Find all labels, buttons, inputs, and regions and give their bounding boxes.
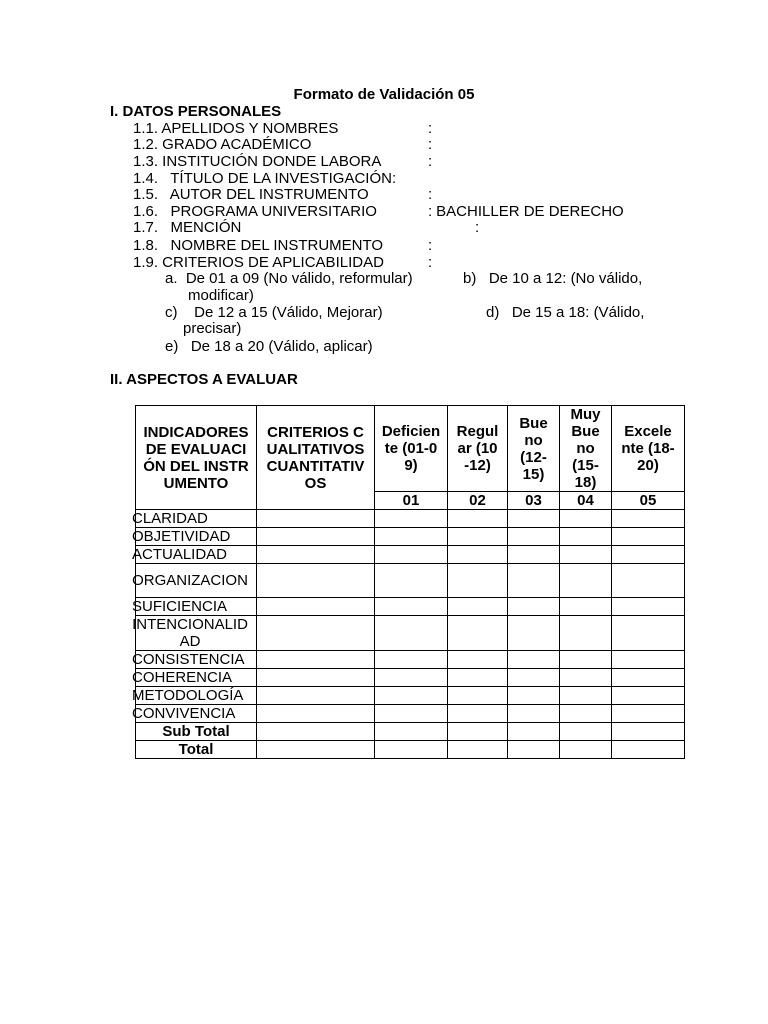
criteria-cell[interactable] [257,528,375,546]
row-label: CLARIDAD [132,510,208,527]
score-cell[interactable] [612,669,685,687]
score-cell[interactable] [508,546,560,564]
score-cell[interactable] [375,651,448,669]
criteria-cell[interactable] [257,669,375,687]
score-cell[interactable] [375,687,448,705]
score-cell[interactable] [612,705,685,723]
table-row [136,528,685,546]
header-num: 03 [508,492,560,510]
score-cell[interactable] [375,616,448,651]
score-cell[interactable] [448,669,508,687]
score-cell[interactable] [508,528,560,546]
row-label-cell [132,651,257,669]
score-cell[interactable] [612,598,685,616]
row-label: CONVIVENCIA [132,705,236,722]
score-cell[interactable] [560,564,612,598]
criteria-e: e) De 18 a 20 (Válido, aplicar) [165,338,373,355]
item-label: 1.2. GRADO ACADÉMICO [133,136,312,153]
total-label: Total [136,741,257,759]
header-num: 04 [560,492,612,510]
table-row [136,705,685,723]
item-separator: : [428,120,433,137]
criteria-b-continued: modificar) [188,287,254,304]
score-cell[interactable] [375,723,448,741]
criteria-b: b) De 10 a 12: (No válido, [463,270,643,287]
score-cell[interactable] [375,669,448,687]
score-cell[interactable] [375,741,448,759]
row-label-cell [132,598,257,616]
header-col-excelente: Excelente (18-20) [612,406,685,492]
item-label: 1.5. AUTOR DEL INSTRUMENTO [133,186,369,203]
header-indicators: INDICADORES DE EVALUACIÓN DEL INSTRUMENTO [136,406,257,510]
score-cell[interactable] [508,598,560,616]
row-label-cell [132,510,257,528]
criteria-cell[interactable] [257,723,375,741]
score-cell[interactable] [612,687,685,705]
row-label: COHERENCIA [132,669,233,686]
section-1-title: I. DATOS PERSONALES [110,103,282,120]
section-2-title: II. ASPECTOS A EVALUAR [110,371,298,388]
score-cell[interactable] [560,528,612,546]
table-row [136,616,685,651]
item-separator: : [428,186,433,203]
criteria-a: a. De 01 a 09 (No válido, reformular) [165,270,413,287]
row-label: INTENCIONALIDAD [132,616,248,650]
score-cell[interactable] [508,723,560,741]
score-cell[interactable] [375,528,448,546]
score-cell[interactable] [560,598,612,616]
score-cell[interactable] [448,616,508,651]
item-separator: : [428,203,433,220]
criteria-d: d) De 15 a 18: (Válido, [486,304,645,321]
criteria-cell[interactable] [257,616,375,651]
score-cell[interactable] [560,705,612,723]
criteria-cell[interactable] [257,546,375,564]
score-cell[interactable] [560,510,612,528]
row-label-cell [132,528,257,546]
item-label: 1.7. MENCIÓN [133,219,242,236]
header-col-deficiente: Deficiente (01-09) [375,406,448,492]
item-separator: : [475,219,480,236]
score-cell[interactable] [612,616,685,651]
score-cell[interactable] [560,669,612,687]
item-separator: : [428,254,433,271]
score-cell[interactable] [448,687,508,705]
score-cell[interactable] [508,564,560,598]
score-cell[interactable] [448,598,508,616]
score-cell[interactable] [560,741,612,759]
score-cell[interactable] [448,741,508,759]
row-label: ORGANIZACION [132,572,248,589]
item-label: 1.1. APELLIDOS Y NOMBRES [133,120,339,137]
score-cell[interactable] [448,705,508,723]
header-num: 01 [375,492,448,510]
table-row [136,510,685,528]
score-cell[interactable] [448,546,508,564]
table-row [136,651,685,669]
row-label-cell [132,616,257,651]
row-label-cell [132,546,257,564]
criteria-cell[interactable] [257,651,375,669]
score-cell[interactable] [375,546,448,564]
score-cell[interactable] [560,687,612,705]
row-label: ACTUALIDAD [132,546,228,563]
score-cell[interactable] [508,510,560,528]
score-cell[interactable] [508,687,560,705]
criteria-cell[interactable] [257,705,375,723]
criteria-cell[interactable] [257,741,375,759]
header-num: 02 [448,492,508,510]
criteria-cell[interactable] [257,510,375,528]
header-col-bueno: Bueno (12-15) [508,406,560,492]
score-cell[interactable] [560,651,612,669]
criteria-c: c) De 12 a 15 (Válido, Mejorar) [165,304,383,321]
item-separator: : [428,153,433,170]
subtotal-row [136,723,685,741]
score-cell[interactable] [448,564,508,598]
table-row [136,669,685,687]
item-separator: : [428,136,433,153]
criteria-d-continued: precisar) [183,320,242,337]
item-label: 1.3. INSTITUCIÓN DONDE LABORA [133,153,382,170]
row-label-cell [132,564,257,598]
score-cell[interactable] [448,651,508,669]
score-cell[interactable] [375,510,448,528]
row-label-cell [132,705,257,723]
item-separator: : [428,237,433,254]
subtotal-label: Sub Total [136,723,257,741]
score-cell[interactable] [612,510,685,528]
score-cell[interactable] [612,546,685,564]
score-cell[interactable] [448,723,508,741]
item-label: 1.8. NOMBRE DEL INSTRUMENTO [133,237,384,254]
table-row [136,546,685,564]
item-value: BACHILLER DE DERECHO [432,203,624,220]
row-label: OBJETIVIDAD [132,528,231,545]
row-label-cell [132,687,257,705]
table-row [136,564,685,598]
score-cell[interactable] [612,564,685,598]
header-col-regular: Regular (10-12) [448,406,508,492]
row-label-cell [132,669,257,687]
score-cell[interactable] [448,528,508,546]
document-title: Formato de Validación 05 [293,86,475,103]
score-cell[interactable] [508,616,560,651]
score-cell[interactable] [612,651,685,669]
item-label: 1.4. TÍTULO DE LA INVESTIGACIÓN: [133,170,397,187]
table-row [136,598,685,616]
score-cell[interactable] [508,651,560,669]
row-label: CONSISTENCIA [132,651,245,668]
score-cell[interactable] [560,723,612,741]
criteria-cell[interactable] [257,564,375,598]
row-label: SUFICIENCIA [132,598,228,615]
criteria-cell[interactable] [257,598,375,616]
item-label: 1.9. CRITERIOS DE APLICABILIDAD [133,254,384,271]
score-cell[interactable] [612,741,685,759]
row-label: METODOLOGÍA [132,687,244,704]
score-cell[interactable] [612,528,685,546]
table-header-row [136,406,685,492]
score-cell[interactable] [560,546,612,564]
score-cell[interactable] [612,723,685,741]
score-cell[interactable] [508,669,560,687]
score-cell[interactable] [448,510,508,528]
total-row [136,741,685,759]
header-num: 05 [612,492,685,510]
table-row [136,687,685,705]
criteria-cell[interactable] [257,687,375,705]
score-cell[interactable] [375,598,448,616]
score-cell[interactable] [375,564,448,598]
score-cell[interactable] [375,705,448,723]
item-label: 1.6. PROGRAMA UNIVERSITARIO [133,203,377,220]
evaluation-table [132,405,685,759]
score-cell[interactable] [508,741,560,759]
header-col-muy-bueno: Muy Bueno (15-18) [560,406,612,492]
score-cell[interactable] [560,616,612,651]
header-criteria: CRITERIOS CUALITATIVOS CUANTITATIVOS [257,406,375,510]
score-cell[interactable] [508,705,560,723]
